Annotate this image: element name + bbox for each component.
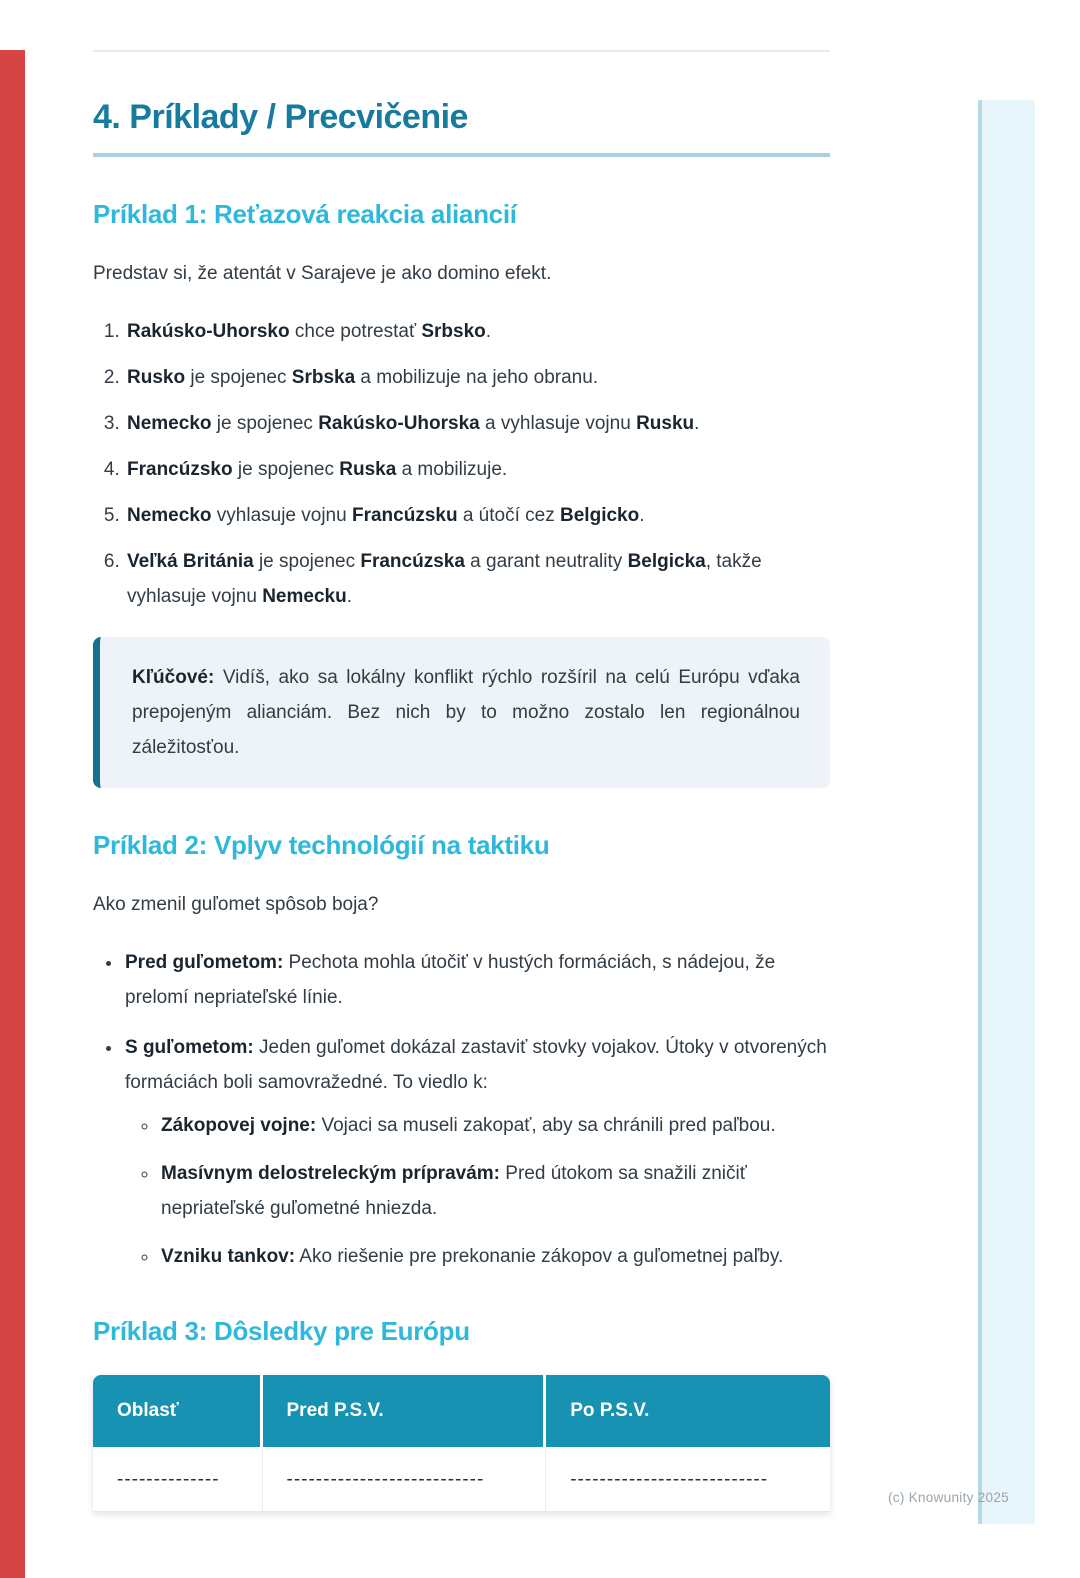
tactics-bullet-list xyxy=(93,946,830,1274)
watermark: (c) Knowunity 2025 xyxy=(888,1490,1009,1505)
section-example-3 xyxy=(93,1316,830,1512)
table-header-cell: Oblasť xyxy=(93,1375,263,1447)
section-example-2 xyxy=(93,830,830,1274)
list-item: 2. Rusko je spojenec Srbska a mobilizuje na jeho obranu. xyxy=(125,361,830,396)
bullet-item xyxy=(123,946,830,1016)
document-content xyxy=(93,50,830,1512)
callout-text: Kľúčové: Vidíš, ako sa lokálny konflikt rýchlo rozšíril na celú Európu vďaka prepojeným alianciám. Bez nich by to možno zostalo len regionálnou záležitosťou. xyxy=(132,666,800,759)
sub-bullet-item: ◦ Masívnym delostreleckým prípravám: Pred útokom sa snažili zničiť nepriateľské guľometné hniezda. xyxy=(159,1157,830,1225)
key-callout xyxy=(93,637,830,788)
right-accent-strip xyxy=(978,100,1035,1524)
top-divider xyxy=(93,50,830,52)
section-2-heading: Príklad 2: Vplyv technológií na taktiku xyxy=(93,830,550,861)
page-title: 4. Príklady / Precvičenie xyxy=(93,98,468,136)
left-accent-bar xyxy=(0,50,25,1578)
list-item: 5. Nemecko vyhlasuje vojnu Francúzsku a útočí cez Belgicko. xyxy=(125,499,830,534)
table-header-cell: Pred P.S.V. xyxy=(263,1375,547,1447)
list-item: 1. Rakúsko-Uhorsko chce potrestať Srbsko. xyxy=(125,315,830,350)
list-item: 3. Nemecko je spojenec Rakúsko-Uhorska a vyhlasuje vojnu Rusku. xyxy=(125,407,830,442)
table-cell: --------------------------- xyxy=(263,1447,547,1512)
table-header-cell: Po P.S.V. xyxy=(546,1375,830,1447)
bullet-text: S guľometom: Jeden guľomet dokázal zastaviť stovky vojakov. Útoky v otvorených formáciách boli samovražedné. To viedlo k: xyxy=(125,1037,827,1094)
section-1-intro: Predstav si, že atentát v Sarajeve je ako domino efekt. xyxy=(93,263,552,284)
list-item: 6. Veľká Británia je spojenec Francúzska a garant neutrality Belgicka, takže vyhlasuje vojnu Nemecku. xyxy=(125,545,830,615)
bullet-text: Pred guľometom: Pechota mohla útočiť v hustých formáciách, s nádejou, že prelomí nepriateľské línie. xyxy=(125,952,776,1009)
consequences-table xyxy=(93,1375,830,1512)
list-item: 4. Francúzsko je spojenec Ruska a mobilizuje. xyxy=(125,453,830,488)
table-row xyxy=(93,1447,830,1512)
sub-bullet-item: ◦ Zákopovej vojne: Vojaci sa museli zakopať, aby sa chránili pred paľbou. xyxy=(159,1109,830,1143)
section-2-intro: Ako zmenil guľomet spôsob boja? xyxy=(93,894,379,916)
title-underline xyxy=(93,153,830,157)
section-1-heading: Príklad 1: Reťazová reakcia aliancií xyxy=(93,199,517,229)
table-cell: -------------- xyxy=(93,1447,263,1512)
section-3-heading: Príklad 3: Dôsledky pre Európu xyxy=(93,1315,470,1346)
table-header-row xyxy=(93,1375,830,1447)
table-cell: --------------------------- xyxy=(546,1447,830,1512)
sub-bullet-list xyxy=(125,1109,830,1274)
section-example-1 xyxy=(93,199,830,788)
page xyxy=(0,50,1080,1578)
bullet-item xyxy=(123,1031,830,1274)
alliance-chain-list xyxy=(93,315,830,615)
sub-bullet-item: ◦ Vzniku tankov: Ako riešenie pre prekonanie zákopov a guľometnej paľby. xyxy=(159,1240,830,1274)
